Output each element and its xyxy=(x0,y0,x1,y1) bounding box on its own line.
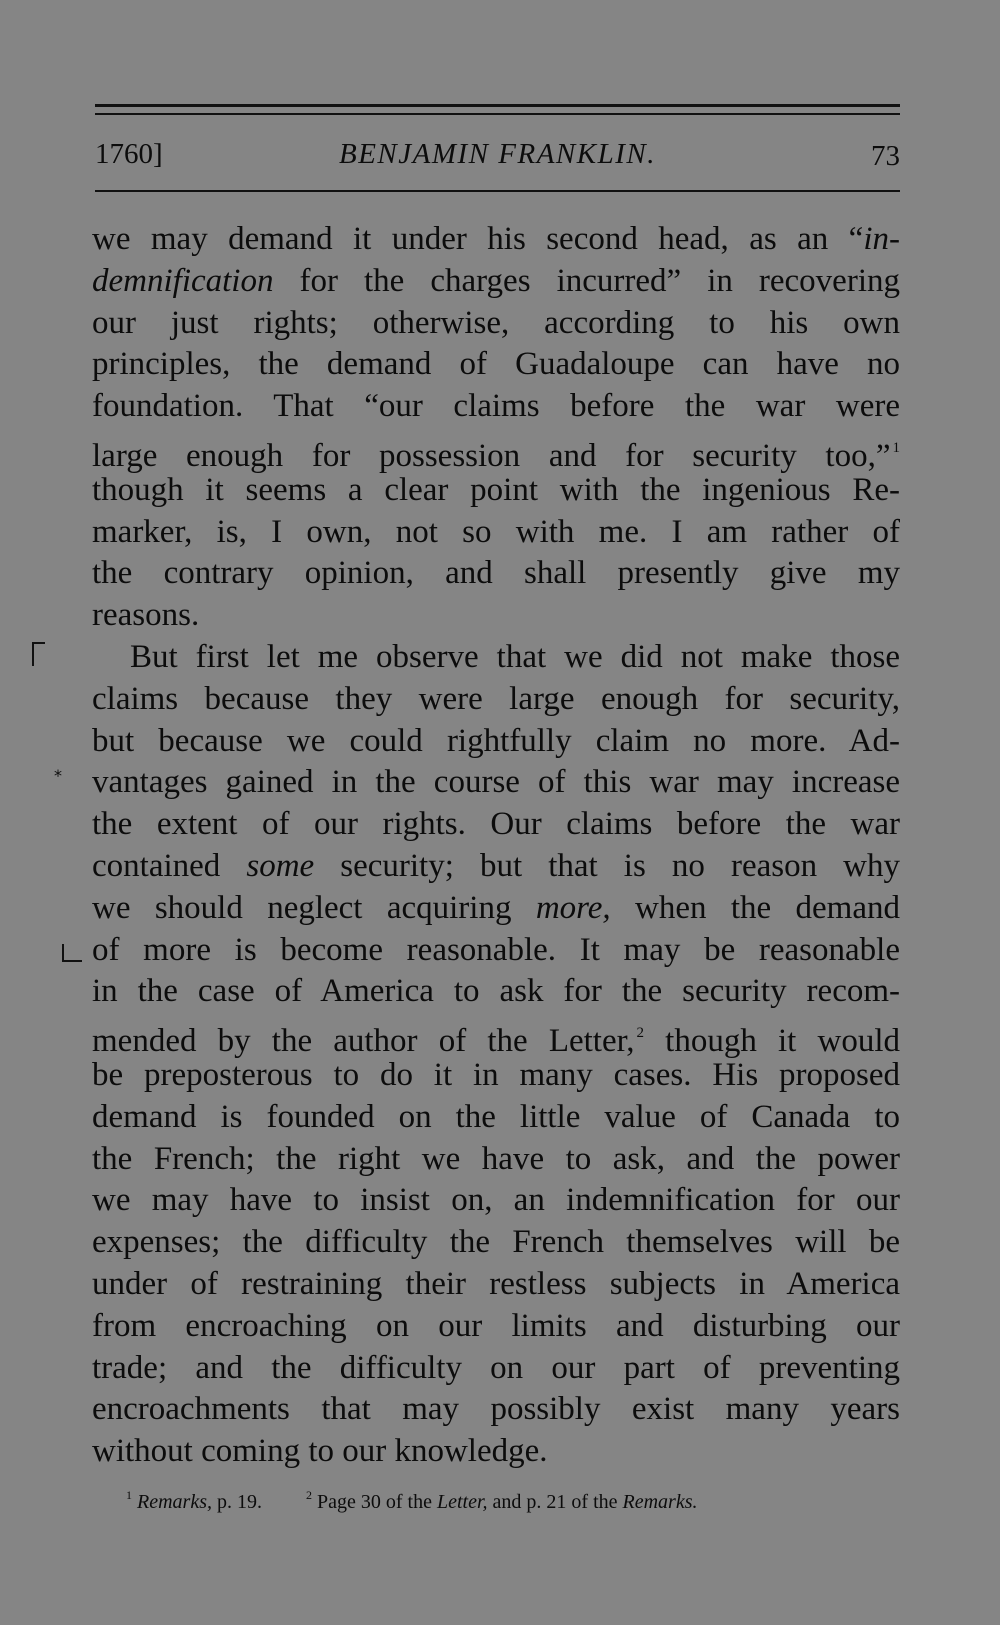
italic-run: more, xyxy=(535,889,611,926)
text-run: large enough for possession and for security too,” xyxy=(92,437,891,474)
body-text xyxy=(92,219,900,1473)
footnote xyxy=(305,1488,698,1513)
text-run: without coming to our knowledge. xyxy=(92,1433,548,1470)
text-run: the contrary opinion, and shall presently give my xyxy=(92,555,900,592)
text-line xyxy=(92,1180,900,1222)
text-run: we may demand it under his second head, as an “ xyxy=(92,221,864,257)
text-run: encroachments that may possibly exist many years xyxy=(92,1391,900,1428)
italic-run: Remarks. xyxy=(622,1491,698,1513)
text-line xyxy=(92,1389,900,1431)
text-run: though it seems a clear point with the ingenious Re- xyxy=(92,471,900,508)
text-line xyxy=(92,261,900,303)
text-run: we may have to insist on, an indemnification for our xyxy=(92,1182,900,1219)
text-line xyxy=(92,930,900,972)
text-line xyxy=(92,637,900,679)
italic-run: Remarks, xyxy=(137,1491,212,1513)
text-run: Page 30 of the xyxy=(316,1491,437,1513)
text-line xyxy=(92,1055,900,1097)
text-run: reasons. xyxy=(92,597,200,634)
text-line xyxy=(92,344,900,386)
text-run: demand is founded on the little value of Canada to xyxy=(92,1098,900,1135)
text-run: when the demand xyxy=(610,889,900,926)
footnote-reference: 2 xyxy=(636,1025,645,1042)
footnote-marker: 1 xyxy=(126,1488,132,1502)
text-run: our just rights; otherwise, according to his own xyxy=(92,304,900,341)
text-line xyxy=(92,595,900,637)
text-line xyxy=(92,1264,900,1306)
footnote-marker: 2 xyxy=(305,1488,312,1502)
text-line xyxy=(92,512,900,554)
footnote xyxy=(126,1488,262,1513)
text-line xyxy=(92,1013,901,1060)
text-line xyxy=(92,971,900,1013)
text-line xyxy=(92,428,900,474)
text-run: claims because they were large enough for security, xyxy=(92,680,900,717)
text-line xyxy=(92,1348,900,1390)
text-run: contained xyxy=(92,847,247,884)
text-run: vantages gained in the course of this war may increase xyxy=(92,764,900,801)
text-line xyxy=(92,219,900,261)
text-run: trade; and the difficulty on our part of preventing xyxy=(92,1349,900,1386)
text-run: though it would xyxy=(644,1023,901,1060)
text-line xyxy=(92,303,900,345)
text-line xyxy=(92,386,900,428)
running-header xyxy=(95,138,900,178)
text-run: security; but that is no reason why xyxy=(314,847,900,884)
text-line xyxy=(92,1306,900,1348)
margin-bracket-mark xyxy=(32,642,45,666)
text-run: foundation. That “our claims before the war were xyxy=(92,388,900,425)
text-run: be preposterous to do it in many cases. His proposed xyxy=(92,1056,900,1093)
text-line xyxy=(92,1097,900,1139)
footnotes xyxy=(126,1488,906,1514)
text-run: from encroaching on our limits and disturbing our xyxy=(92,1307,900,1344)
text-line xyxy=(92,762,900,804)
text-run: but because we could rightfully claim no more. Ad- xyxy=(92,722,900,759)
text-run: marker, is, I own, not so with me. I am rather of xyxy=(92,513,900,550)
text-run: mended by the author of the Letter, xyxy=(92,1023,635,1060)
top-double-rule-upper xyxy=(95,104,900,107)
text-run: the French; the right we have to ask, and the power xyxy=(92,1140,900,1177)
footnote-reference: 1 xyxy=(892,439,900,456)
text-run: But first let me observe that we did not make those xyxy=(130,638,900,675)
italic-run: Letter, xyxy=(436,1491,488,1513)
text-line xyxy=(92,470,900,512)
text-line xyxy=(92,846,900,888)
text-run: p. 19. xyxy=(211,1491,262,1513)
text-line xyxy=(92,679,900,721)
margin-star-mark: * xyxy=(54,766,62,785)
header-year: 1760] xyxy=(95,138,163,170)
text-line xyxy=(92,888,900,930)
top-double-rule-lower xyxy=(95,113,900,115)
text-run: expenses; the difficulty the French themselves will be xyxy=(92,1224,900,1261)
text-run: in the case of America to ask for the security recom- xyxy=(92,973,900,1010)
text-run: for the charges incurred” in recovering xyxy=(273,262,900,299)
text-line xyxy=(92,1139,900,1181)
italic-run: demnification xyxy=(92,262,274,299)
text-line xyxy=(92,804,900,846)
italic-run: some xyxy=(246,847,315,884)
text-line xyxy=(92,721,900,763)
text-run: under of restraining their restless subjects in America xyxy=(92,1265,900,1302)
header-rule xyxy=(95,190,900,192)
margin-corner-mark xyxy=(62,944,82,962)
text-line xyxy=(92,1222,900,1264)
text-run: of more is become reasonable. It may be reasonable xyxy=(92,931,900,968)
italic-run: in- xyxy=(863,221,900,257)
text-run: and p. 21 of the xyxy=(487,1491,623,1513)
header-title: BENJAMIN FRANKLIN. xyxy=(339,138,656,170)
text-run: principles, the demand of Guadaloupe can have no xyxy=(92,346,900,383)
text-run: the extent of our rights. Our claims before the war xyxy=(92,806,900,843)
page-number: 73 xyxy=(871,140,900,172)
text-line xyxy=(92,553,900,595)
text-run: we should neglect acquiring xyxy=(92,889,536,926)
text-line xyxy=(92,1431,900,1473)
